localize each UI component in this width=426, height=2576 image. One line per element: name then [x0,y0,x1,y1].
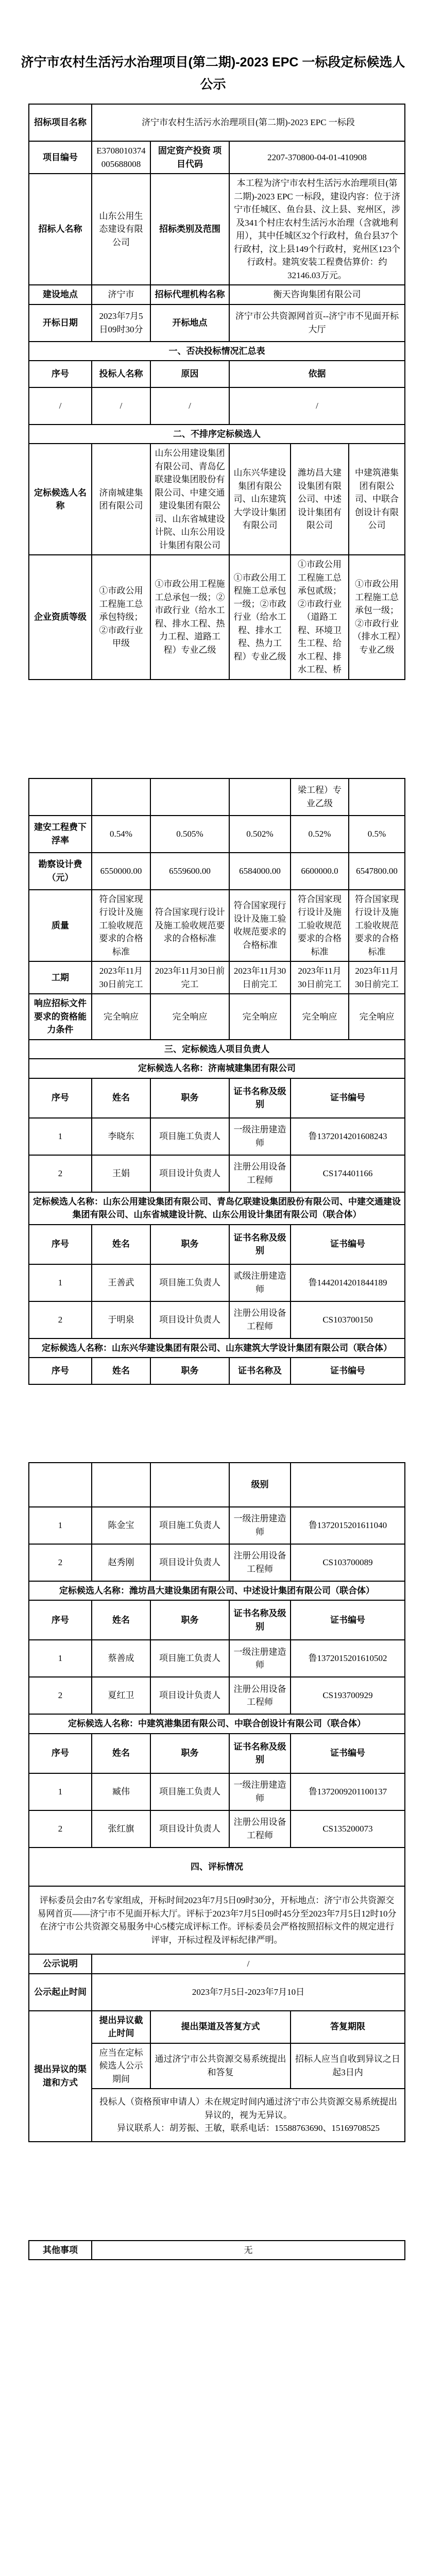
qualification-3: ①市政公用工程施工总承包一级；②市政行业（给水工程、排水工程、热力工程）专业乙级 [229,555,291,680]
leader-cert: 注册公用设备工程师 [229,1544,291,1581]
col-header-role: 职务 [150,1358,229,1384]
tenderee-label: 招标人名称 [29,174,92,285]
group3-name: 定标候选人名称：山东兴华建设集团有限公司、山东建筑大学设计集团有限公司（联合体） [29,1338,405,1358]
page-break [0,680,426,778]
quality-label: 质量 [29,890,92,962]
col-header-bidder: 投标人名称 [92,361,150,387]
leader-name: 于明泉 [92,1301,150,1338]
leader-name: 赵秀刚 [92,1544,150,1581]
response-1: 完全响应 [92,994,150,1040]
col-header-seq: 序号 [29,1734,92,1773]
leader-name: 陈金宝 [92,1507,150,1544]
quality-row [29,890,405,962]
other-matters-value: 无 [92,2241,405,2260]
col-header-certno: 证书编号 [291,1078,405,1118]
objection-channel: 通过济宁市公共资源交易系统提出和答复 [150,2043,291,2089]
leader-seq: 1 [29,1118,92,1155]
group2-name: 定标候选人名称：山东公用建设集团有限公司、青岛亿联建设集团股份有限公司、中建交通建设集团有限公司、山东省城建设计院、山东公用设计集团有限公司（联合体） [29,1192,405,1225]
group1-name-row [29,1059,405,1078]
reject-data-row [29,387,405,425]
qualification-row [29,555,405,680]
design-fee-row [29,853,405,890]
section-row [29,1040,405,1059]
leader-certno: CS103700089 [291,1544,405,1581]
leader-role: 项目设计负责人 [150,1810,229,1848]
leader-certno: CS103700150 [291,1301,405,1338]
leader-certno: 鲁1372014201608243 [291,1118,405,1155]
col-header-cert: 证书名称及级别 [229,1225,291,1264]
qualification-4: ①市政公用工程施工总承包贰级；②市政行业（道路工程、环境卫生工程、给水工程、排水工程、桥 [291,555,349,680]
col-header-certno: 证书编号 [291,1734,405,1773]
project-info-table [28,104,405,680]
leader-name: 张红旗 [92,1810,150,1848]
col-header-cert: 证书名称及级别 [229,1734,291,1773]
candidate-name-label: 定标候选人名称 [29,444,92,555]
leader-cert: 注册公用设备工程师 [229,1677,291,1714]
duration-2: 2023年11月30日前完工 [150,961,229,994]
scope-value: 本工程为济宁市农村生活污水治理项目(第二期)-2023 EPC 一标段，建设内容：位于济宁市任城区、鱼台县、汶上县、兖州区，涉及341个村庄农村生活污水治理（含就地利用），其中任城区32个行政村，鱼台县37个行政村，汶上县149个行政村，兖州区123个行政村。建筑安装工程费估算价：约32146.03万元。 [229,174,405,285]
response-2: 完全响应 [150,994,229,1040]
response-5: 完全响应 [349,994,405,1040]
duration-3: 2023年11月30日前完工 [229,961,291,994]
group5-header-row [29,1734,405,1773]
leader-name: 李晓东 [92,1118,150,1155]
leader-role: 项目施工负责人 [150,1640,229,1677]
col-header-reason: 原因 [150,361,229,387]
col-header-name: 姓名 [92,1078,150,1118]
section4-title: 四、评标情况 [29,1848,405,1887]
reject-basis: / [229,387,405,425]
other-matters-row [29,2241,405,2260]
qualification-2: ①市政公用工程施工总承包一级；②市政行业（给水工程、排水工程、热力工程、道路工程）专业乙级 [150,555,229,680]
leader-certno: CS135200073 [291,1810,405,1848]
leader-certno: 鲁1372009201100137 [291,1773,405,1810]
leader-seq: 1 [29,1640,92,1677]
qualification-continued-row [29,778,405,816]
project-no-label: 项目编号 [29,141,92,174]
objection-label: 提出异议的渠道和方式 [29,2011,92,2142]
leader-seq: 2 [29,1155,92,1192]
group3-header-row-part1 [29,1358,405,1384]
col-header-cert: 证书名称及级别 [229,1078,291,1118]
leader-role: 项目施工负责人 [150,1264,229,1301]
open-date-label: 开标日期 [29,304,92,342]
objection-deadline-header: 提出异议截止时间 [92,2011,150,2043]
table-row [29,304,405,342]
duration-row [29,961,405,994]
leader-name: 王娟 [92,1155,150,1192]
group4-name-row [29,1581,405,1601]
leader-role: 项目施工负责人 [150,1507,229,1544]
leader-row [29,1118,405,1155]
leaders-evaluation-table [28,1462,405,2142]
leader-certno: 鲁1442014201844189 [291,1264,405,1301]
design-fee-label: 勘察设计费（元） [29,853,92,890]
leader-role: 项目施工负责人 [150,1773,229,1810]
design-fee-1: 6550000.00 [92,853,150,890]
objection-reply-header: 答复期限 [291,2011,405,2043]
col-header-seq: 序号 [29,1358,92,1384]
reject-bidder: / [92,387,150,425]
section-row [29,425,405,444]
leader-cert: 贰级注册建造师 [229,1264,291,1301]
leader-certno: CS193700929 [291,1677,405,1714]
table-row [29,104,405,141]
leader-role: 项目设计负责人 [150,1677,229,1714]
group4-name: 定标候选人名称：潍坊昌大建设集团有限公司、中述设计集团有限公司（联合体） [29,1581,405,1601]
qualification-label: 企业资质等级 [29,555,92,680]
leader-cert: 注册公用设备工程师 [229,1155,291,1192]
leader-row [29,1773,405,1810]
leader-cert: 一级注册建造师 [229,1640,291,1677]
col-header-name: 姓名 [92,1358,150,1384]
section-row [29,342,405,361]
section3-title: 三、定标候选人项目负责人 [29,1040,405,1059]
reject-seq: / [29,387,92,425]
col-header-cert-part2: 级别 [229,1463,291,1507]
leader-row [29,1677,405,1714]
col-header-name: 姓名 [92,1225,150,1264]
leader-seq: 2 [29,1301,92,1338]
leader-cert: 一级注册建造师 [229,1773,291,1810]
leader-seq: 1 [29,1507,92,1544]
candidate-name-4: 潍坊昌大建设集团有限公司、中述设计集团有限公司 [291,444,349,555]
notice-period-label: 公示起止时间 [29,1974,92,2011]
discount-rate-4: 0.52% [291,816,349,853]
project-no-value: E3708010374005688008 [92,141,150,174]
leader-role: 项目设计负责人 [150,1301,229,1338]
response-3: 完全响应 [229,994,291,1040]
col-header-name: 姓名 [92,1600,150,1640]
quality-5: 符合国家现行设计及施工验收规范要求的合格标准 [349,890,405,962]
col-header-seq: 序号 [29,1078,92,1118]
discount-rate-5: 0.5% [349,816,405,853]
col-header-name: 姓名 [92,1734,150,1773]
section2-title: 二、不排序定标候选人 [29,425,405,444]
objection-channel-header: 提出渠道及答复方式 [150,2011,291,2043]
leader-seq: 2 [29,1810,92,1848]
col-header-seq: 序号 [29,361,92,387]
leader-seq: 1 [29,1773,92,1810]
location-label: 建设地点 [29,285,92,304]
leader-seq: 2 [29,1544,92,1581]
quality-1: 符合国家现行设计及施工验收规范要求的合格标准 [92,890,150,962]
group4-header-row [29,1600,405,1640]
scope-label: 招标类别及范围 [150,174,229,285]
project-name-label: 招标项目名称 [29,104,92,141]
page-title: 济宁市农村生活污水治理项目(第二期)-2023 EPC 一标段定标候选人公示 [21,55,405,92]
group2-name-row [29,1192,405,1225]
asset-code-value: 2207-370800-04-01-410908 [229,141,405,174]
col-header-seq: 序号 [29,1600,92,1640]
leader-role: 项目设计负责人 [150,1155,229,1192]
candidate-name-5: 中建筑港集团有限公司、中联合创设计有限公司 [349,444,405,555]
candidate-name-2: 山东公用建设集团有限公司、青岛亿联建设集团股份有限公司、中建交通建设集团有限公司、山东省城建设计院、山东公用设计集团有限公司 [150,444,229,555]
reject-reason: / [150,387,229,425]
notice-period-row [29,1974,405,2011]
objection-note-1: 投标人（资格预审申请人）未在规定时间内通过济宁市公共资源交易系统提出异议的，视为无异议。 [99,2097,397,2120]
table-row [29,174,405,285]
design-fee-3: 6584000.00 [229,853,291,890]
discount-rate-label: 建安工程费下浮率 [29,816,92,853]
group1-header-row [29,1078,405,1118]
design-fee-4: 6600000.0 [291,853,349,890]
objection-deadline: 应当在定标候选人公示期间 [92,2043,150,2089]
discount-rate-3: 0.502% [229,816,291,853]
objection-note-2: 异议联系人：胡芳振、王敏，联系电话：15588763690、15169708525 [117,2123,380,2133]
leader-cert: 一级注册建造师 [229,1507,291,1544]
group5-name-row [29,1714,405,1734]
asset-code-label: 固定资产投资 项目代码 [150,141,229,174]
quality-3: 符合国家现行设计及施工验收规范要求的合格标准 [229,890,291,962]
col-header-seq: 序号 [29,1225,92,1264]
response-row [29,994,405,1040]
group1-name: 定标候选人名称：济南城建集团有限公司 [29,1059,405,1078]
open-place-label: 开标地点 [150,304,229,342]
leader-role: 项目施工负责人 [150,1118,229,1155]
discount-rate-2: 0.505% [150,816,229,853]
discount-rate-1: 0.54% [92,816,150,853]
col-header-role: 职务 [150,1734,229,1773]
col-header-cert-part1: 证书名称及 [229,1358,291,1384]
objection-header-row [29,2011,405,2043]
col-header-role: 职务 [150,1225,229,1264]
design-fee-5: 6547800.00 [349,853,405,890]
candidate-names-row [29,444,405,555]
col-header-certno: 证书编号 [291,1358,405,1384]
open-date-value: 2023年7月5日09时30分 [92,304,150,342]
duration-label: 工期 [29,961,92,994]
objection-reply: 招标人应当自收到异议之日起3日内 [291,2043,405,2089]
notice-period-value: 2023年7月5日-2023年7月10日 [92,1974,405,2011]
section-row [29,1848,405,1887]
reject-header-row [29,361,405,387]
leader-row [29,1640,405,1677]
page-break [0,2142,426,2240]
leader-seq: 2 [29,1677,92,1714]
table-row [29,285,405,304]
col-header-certno: 证书编号 [291,1600,405,1640]
qualification-5: ①市政公用工程施工总承包一级；②市政行业（排水工程）专业乙级 [349,555,405,680]
col-header-cert: 证书名称及级别 [229,1600,291,1640]
open-place-value: 济宁市公共资源网首页--济宁市不见面开标大厅 [229,304,405,342]
col-header-certno: 证书编号 [291,1225,405,1264]
group3-name-row [29,1338,405,1358]
leader-name: 蔡善成 [92,1640,150,1677]
leader-row [29,1155,405,1192]
evaluation-summary-row [29,1886,405,1954]
table-row [29,141,405,174]
col-header-role: 职务 [150,1078,229,1118]
duration-5: 2023年11月30日前完工 [349,961,405,994]
qualification-4-continued: 梁工程）专业乙级 [291,778,349,816]
notice-note-value: / [92,1954,405,1974]
project-name-value: 济宁市农村生活污水治理项目(第二期)-2023 EPC 一标段 [92,104,405,141]
duration-4: 2023年11月30日前完工 [291,961,349,994]
leader-cert: 注册公用设备工程师 [229,1810,291,1848]
col-header-role: 职务 [150,1600,229,1640]
section1-title: 一、否决投标情况汇总表 [29,342,405,361]
leader-name: 王善武 [92,1264,150,1301]
candidate-name-3: 山东兴华建设集团有限公司、山东建筑大学设计集团有限公司 [229,444,291,555]
leader-row [29,1301,405,1338]
discount-rate-row [29,816,405,853]
agency-label: 招标代理机构名称 [150,285,229,304]
leader-row [29,1264,405,1301]
candidate-details-table [28,778,405,1385]
leader-seq: 1 [29,1264,92,1301]
qualification-1: ①市政公用工程施工总承包特级；②市政行业甲级 [92,555,150,680]
leader-cert: 注册公用设备工程师 [229,1301,291,1338]
other-matters-label: 其他事项 [29,2241,92,2260]
leader-row [29,1507,405,1544]
leader-name: 臧伟 [92,1773,150,1810]
leader-row [29,1810,405,1848]
leader-cert: 一级注册建造师 [229,1118,291,1155]
design-fee-2: 6559600.00 [150,853,229,890]
notice-note-label: 公示说明 [29,1954,92,1974]
col-header-basis: 依据 [229,361,405,387]
response-label: 响应招标文件要求的资格能力条件 [29,994,92,1040]
quality-2: 符合国家现行设计及施工验收规范要求的合格标准 [150,890,229,962]
candidate-name-1: 济南城建集团有限公司 [92,444,150,555]
leader-certno: 鲁1372015201611040 [291,1507,405,1544]
duration-1: 2023年11月30日前完工 [92,961,150,994]
leader-name: 夏红卫 [92,1677,150,1714]
bottom-whitespace [0,2260,426,2576]
other-matters-table [28,2240,405,2261]
leader-role: 项目设计负责人 [150,1544,229,1581]
leader-certno: CS174401166 [291,1155,405,1192]
tenderee-value: 山东公用生态建设有限公司 [92,174,150,285]
leader-certno: 鲁1372015201610502 [291,1640,405,1677]
group3-header-row-part2 [29,1463,405,1507]
group2-header-row [29,1225,405,1264]
notice-note-row [29,1954,405,1974]
location-value: 济宁市 [92,285,150,304]
group5-name: 定标候选人名称：中建筑港集团有限公司、中联合创设计有限公司（联合体） [29,1714,405,1734]
leader-row [29,1544,405,1581]
response-4: 完全响应 [291,994,349,1040]
agency-value: 衡天咨询集团有限公司 [229,285,405,304]
quality-4: 符合国家现行设计及施工验收规范要求的合格标准 [291,890,349,962]
evaluation-summary: 评标委员会由7名专家组成，开标时间2023年7月5日09时30分，开标地点：济宁市公共资源交易网首页——济宁市不见面开标大厅。评标于2023年7月5日09时45分至2023年7月5日12时10分在济宁市公共资源交易服务中心5楼完成评标工作。评标委员会严格按照招标文件的规定进行评审，开标过程及评标纪律严明。 [29,1886,405,1954]
page-break [0,1385,426,1462]
